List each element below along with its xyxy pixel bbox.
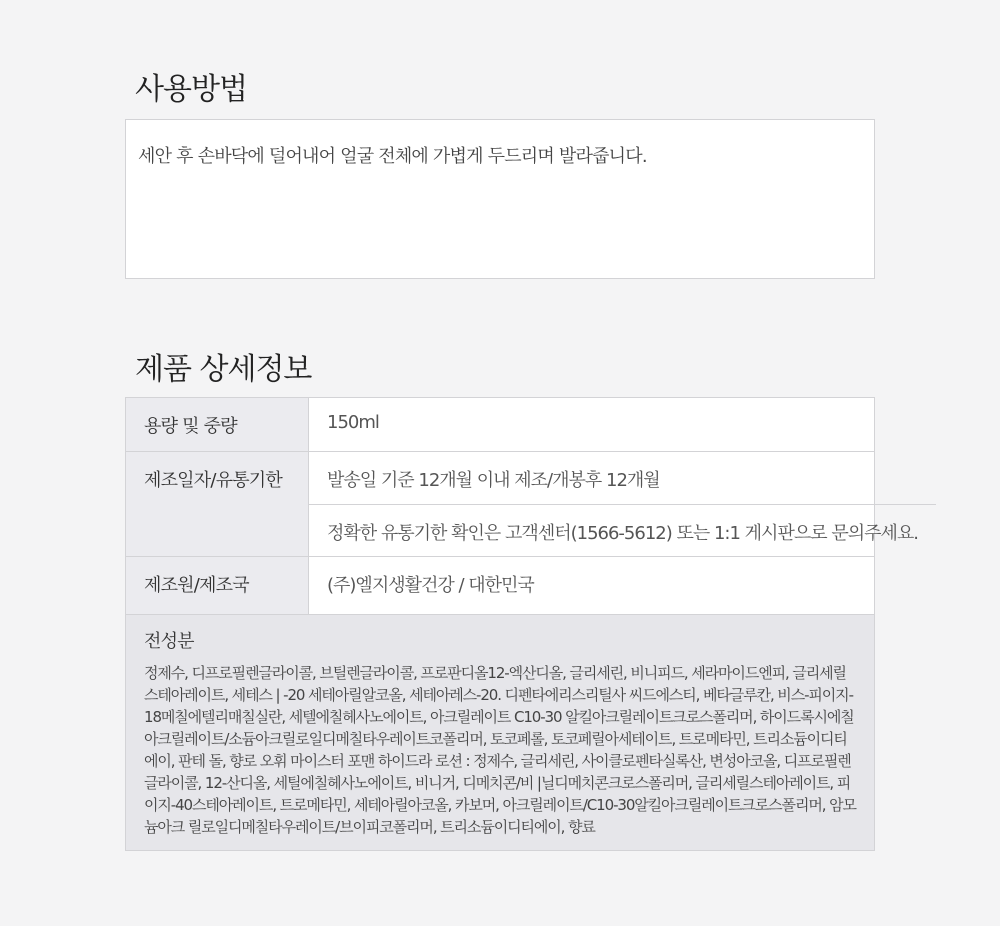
ingredients-text: 정제수, 디프로필렌글라이콜, 브틸렌글라이콜, 프로판디올12-엑산디올, 글리세린, 비니피드, 세라마이드엔피, 글리세릴스테아레이트, 세테스 | -20 세테아릴알코올, 세테아레스-20. 디펜타에리스리틸사 씨드에스티, 베타글루칸, 비스-피이지-18메칠에텔리매칠실란, 세텔에칠헤사노에이트, 아크릴레이트 C10-30 알킬아크릴레이트크로스폴리머, 하이드록시에칠아크릴레이트/소듐아크릴로일디메칠타우레이트코폴리머, 토코페롤, 토코페릴아세테이트, 트로메타민, 트리소듐이디티에이, 판테 돌, 향로 오휘 마이스터 포맨 하이드라 로션 : 정제수, 글리세린, 사이클로펜타실록산, 변성아코올, 디프로필렌글라이콜, 12-산디올, 세틸에칠헤사노에이트, 비니거, 디메치콘/비 |닐디메치콘크로스폴리머, 글리세릴스테아레이트, 피이지-40스테아레이트, 트로메타민, 세테아릴아코올, 카보머, 아크릴레이트/C10-30알킬아크릴레이트크로스폴리머, 암모늄아크 릴로일디메칠타우레이트/브이피코폴리머, 트리소듐이디티에이, 향료	[144, 664, 856, 836]
row-value: 발송일 기준 12개월 이내 제조/개봉후 12개월	[327, 470, 660, 491]
row-label: 용량 및 중량	[126, 398, 309, 451]
table-row-expiry	[126, 452, 918, 557]
usage-section-title: 사용방법	[135, 72, 247, 107]
row-value-note: 정확한 유통기한 확인은 고객센터(1566-5612) 또는 1:1 게시판으로 문의주세요.	[309, 504, 936, 556]
row-value: 150ml	[327, 412, 379, 433]
ingredients-label: 전성분	[144, 631, 194, 652]
product-detail-table	[125, 397, 918, 851]
table-row-volume	[126, 398, 874, 452]
usage-description: 세안 후 손바닥에 덜어내어 얼굴 전체에 가볍게 두드리며 발라줍니다.	[138, 146, 647, 167]
row-value: (주)엘지생활건강 / 대한민국	[327, 575, 534, 596]
usage-description-box	[125, 119, 875, 279]
row-label: 제조일자/유통기한	[126, 452, 309, 556]
table-row-manufacturer	[126, 557, 874, 615]
ingredients-block	[126, 615, 874, 850]
row-label: 제조원/제조국	[126, 557, 309, 614]
detail-section-title: 제품 상세정보	[135, 352, 312, 387]
